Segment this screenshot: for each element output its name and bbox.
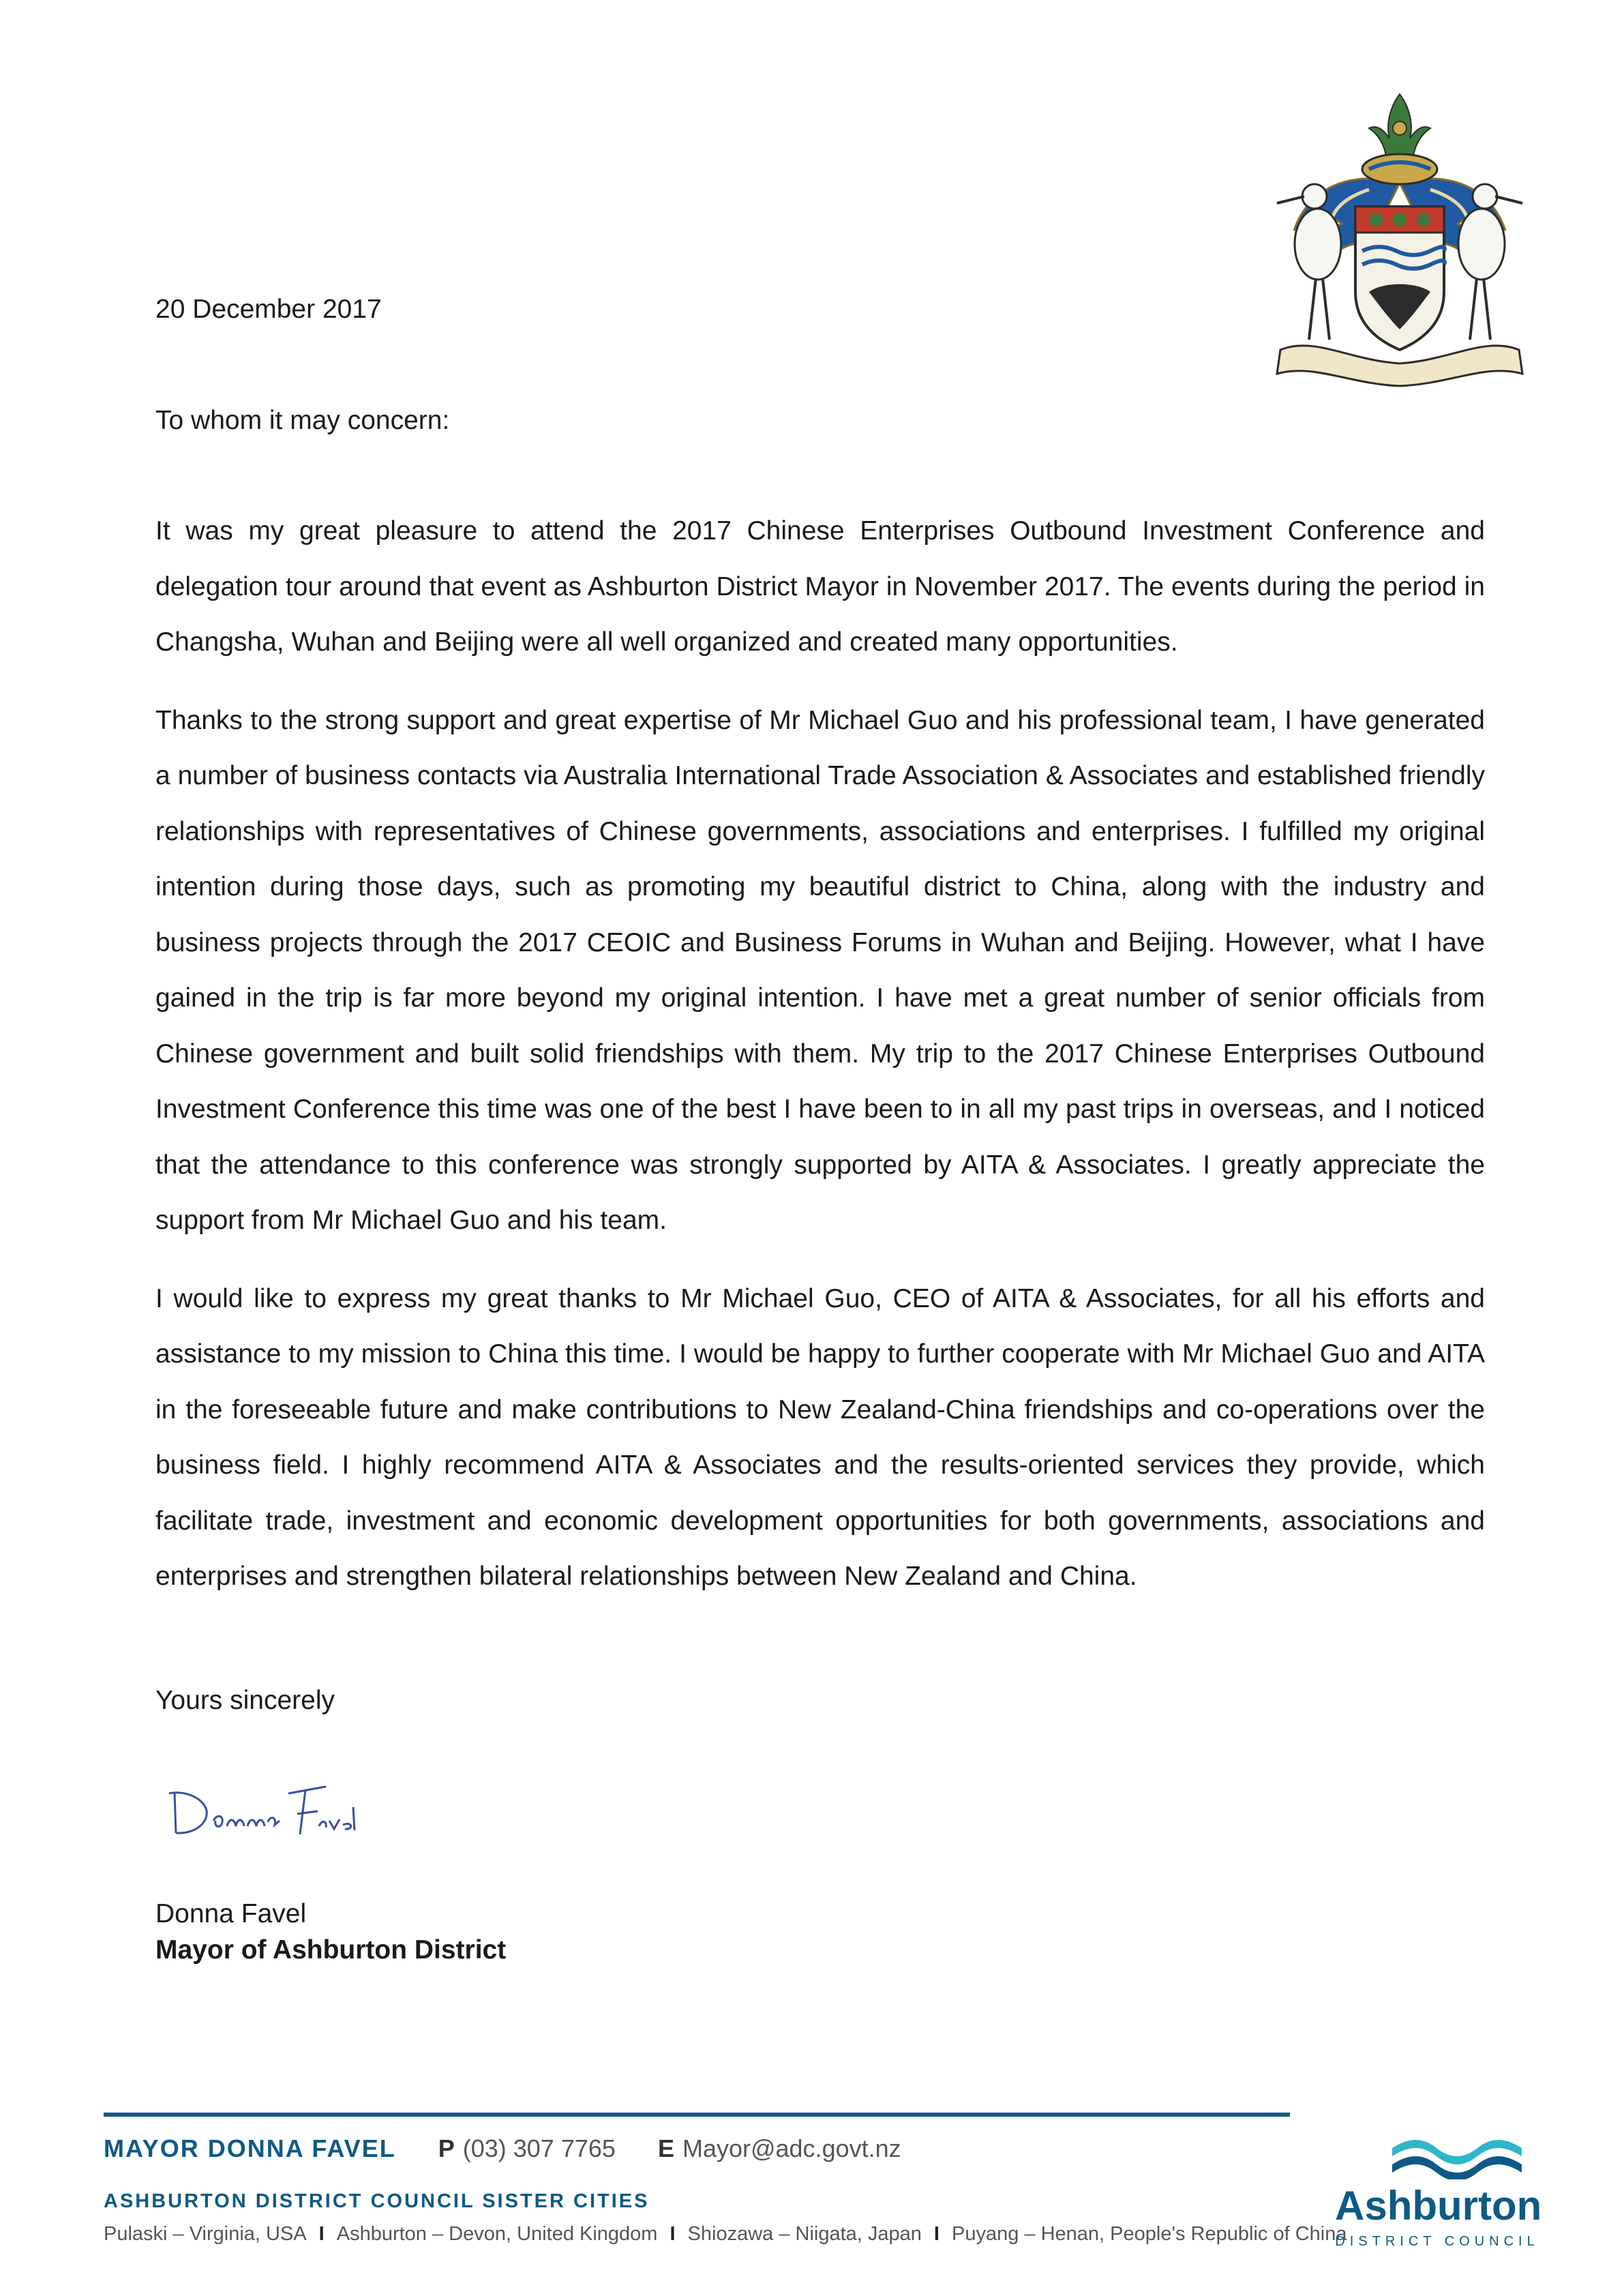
body-paragraph: I would like to express my great thanks to Mr Michael Guo, CEO of AITA & Associates, for all his efforts and assistance to my mission to China this time. I would be happy to further cooperate with Mr Michael Guo and AITA in the foreseeable future and make contributions to New Zealand-China friendships and co-operations over the business field. I highly recommend AITA & Associates and the results-oriented services they provide, which facilitate trade, investment and economic development opportunities for both governments, associations and enterprises and strengthen bilateral relationships between New Zealand and China. bbox=[155, 1283, 1485, 1591]
sister-cities-list bbox=[104, 2223, 1347, 2246]
letter-body bbox=[155, 503, 1485, 1627]
closing: Yours sincerely bbox=[155, 1686, 335, 1715]
separator: I bbox=[933, 2223, 939, 2245]
phone-label: P bbox=[438, 2134, 455, 2162]
email-label: E bbox=[657, 2134, 674, 2162]
sister-city: Shiozawa – Niigata, Japan bbox=[687, 2223, 922, 2245]
separator: I bbox=[318, 2223, 325, 2245]
footer-contact-line bbox=[104, 2134, 901, 2163]
ashburton-logo bbox=[1335, 2133, 1542, 2256]
coat-of-arms-crest bbox=[1267, 87, 1533, 387]
body-paragraph: It was my great pleasure to attend the 2017 Chinese Enterprises Outbound Investment Conference and delegation tour around that event as Ashburton District Mayor in November 2017. The events during the period in Changsha, Wuhan and Beijing were all well organized and created many opportunities. bbox=[155, 516, 1485, 657]
logo-name: Ashburton bbox=[1335, 2183, 1542, 2228]
letter-date: 20 December 2017 bbox=[155, 295, 382, 324]
signatory-title: Mayor of Ashburton District bbox=[155, 1935, 507, 1965]
salutation: To whom it may concern: bbox=[155, 406, 450, 435]
sister-city: Pulaski – Virginia, USA bbox=[104, 2223, 307, 2245]
sister-cities-heading: ASHBURTON DISTRICT COUNCIL SISTER CITIES bbox=[104, 2190, 650, 2212]
wave-logo-icon bbox=[1392, 2133, 1522, 2179]
body-paragraph: Thanks to the strong support and great expertise of Mr Michael Guo and his professional team, I have generated a number of business contacts via Australia International Trade Association & Associates and established friendly relationships with representatives of Chinese governments, associations and enterprises. I fulfilled my original intention during those days, such as promoting my beautiful district to China, along with the industry and business projects through the 2017 CEOIC and Business Forums in Wuhan and Beijing. However, what I have gained in the trip is far more beyond my original intention. I have met a great number of senior officials from Chinese government and built solid friendships with them. My trip to the 2017 Chinese Enterprises Outbound Investment Conference this time was one of the best I have been to in all my past trips in overseas, and I noticed that the attendance to this conference was strongly supported by AITA & Associates. I greatly appreciate the support from Mr Michael Guo and his team. bbox=[155, 705, 1485, 1235]
phone-number: (03) 307 7765 bbox=[462, 2134, 616, 2162]
handwritten-signature bbox=[155, 1766, 374, 1848]
sister-city: Ashburton – Devon, United Kingdom bbox=[336, 2223, 658, 2245]
separator: I bbox=[670, 2223, 676, 2245]
footer-divider bbox=[104, 2113, 1290, 2117]
email-address[interactable]: Mayor@adc.govt.nz bbox=[682, 2134, 901, 2162]
footer-mayor-name: MAYOR DONNA FAVEL bbox=[104, 2134, 396, 2162]
signatory-name: Donna Favel bbox=[155, 1899, 307, 1928]
sister-city: Puyang – Henan, People's Republic of China bbox=[951, 2223, 1347, 2245]
logo-subtitle: DISTRICT COUNCIL bbox=[1335, 2234, 1539, 2249]
